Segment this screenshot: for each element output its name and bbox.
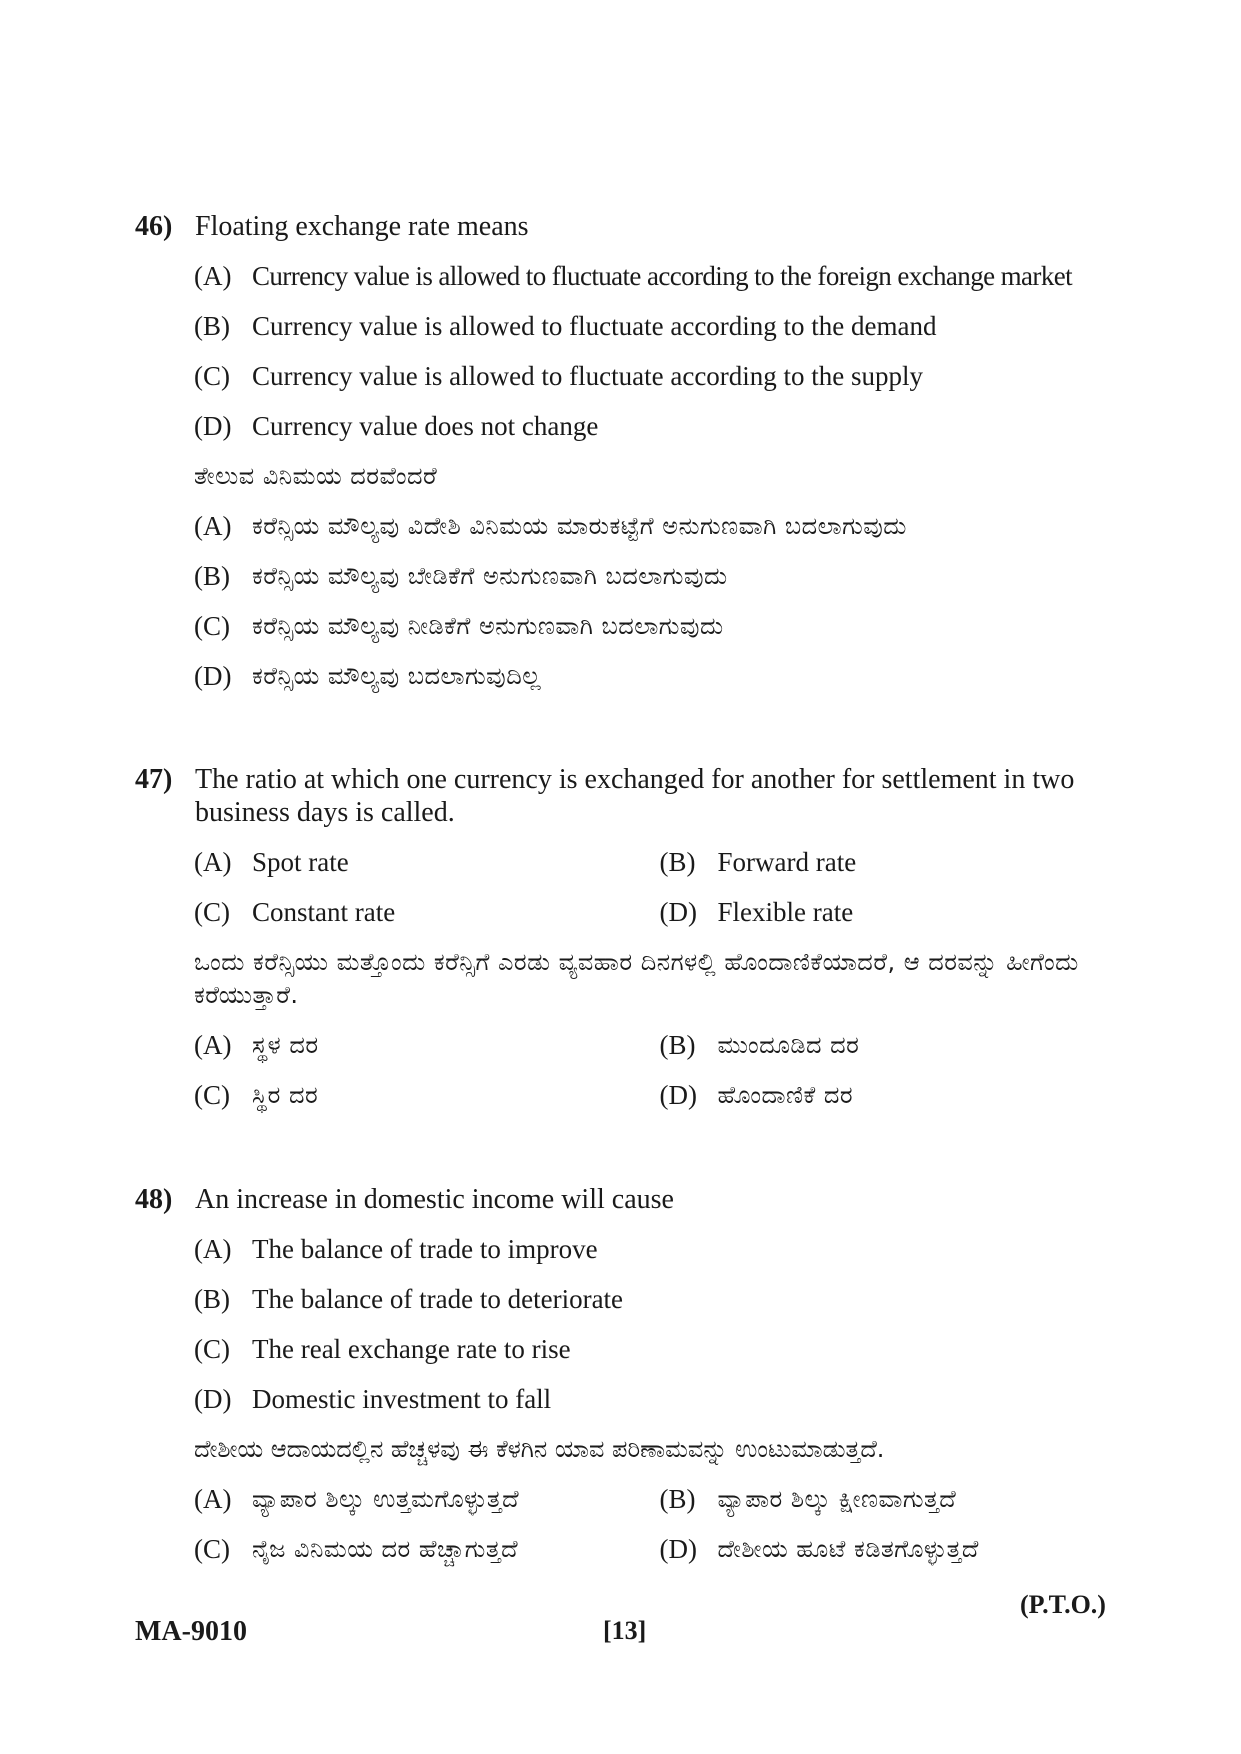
option-text: ದೇಶೀಯ ಹೂಟೆ ಕಡಿತಗೊಳ್ಳುತ್ತದೆ xyxy=(717,1535,979,1563)
question-text: The ratio at which one currency is exchanged for another for settlement in two business days is called. xyxy=(195,764,1075,828)
option-label: (B) xyxy=(659,1484,696,1514)
kn-option-b xyxy=(660,1029,1126,1062)
option-c xyxy=(194,1333,1125,1366)
option-label: (C) xyxy=(194,1334,230,1364)
option-label: (B) xyxy=(194,561,230,591)
option-label: (B) xyxy=(659,847,696,877)
pto-label: (P.T.O.) xyxy=(1020,1590,1106,1619)
question-48 xyxy=(135,1183,1125,1566)
option-label: (D) xyxy=(659,1534,697,1564)
question-number: 48) xyxy=(135,1184,173,1215)
option-a xyxy=(194,846,660,879)
option-label: (A) xyxy=(194,511,232,541)
option-label: (C) xyxy=(194,611,230,641)
option-d xyxy=(194,1383,1125,1416)
kn-option-a xyxy=(194,510,1125,543)
option-text: ಕರೆನ್ಸಿಯ ಮೌಲ್ಯವು ನೀಡಿಕೆಗೆ ಅನುಗುಣವಾಗಿ ಬದಲಾಗುವುದು xyxy=(252,612,724,640)
question-46 xyxy=(135,210,1125,693)
question-text: Floating exchange rate means xyxy=(195,211,529,242)
question-number: 46) xyxy=(135,211,173,242)
option-label: (A) xyxy=(194,847,232,877)
option-text: Flexible rate xyxy=(717,897,854,927)
question-47 xyxy=(135,763,1125,1112)
option-d xyxy=(660,896,1126,929)
paper-code: MA-9010 xyxy=(135,1616,247,1647)
option-text: Currency value is allowed to fluctuate according to the supply xyxy=(252,361,924,391)
option-label: (B) xyxy=(194,311,230,341)
option-text: ಹೊಂದಾಣಿಕೆ ದರ xyxy=(717,1081,854,1109)
option-label: (D) xyxy=(194,1384,232,1414)
question-text-kannada: ಒಂದು ಕರೆನ್ಸಿಯು ಮತ್ತೊಂದು ಕರೆನ್ಸಿಗೆ ಎರಡು ವ್ಯವಹಾರ ದಿನಗಳಲ್ಲಿ ಹೊಂದಾಣಿಕೆಯಾದರೆ, ಆ ದರವನ್ನು ಹೀಗೆಂದು ಕರೆಯುತ್ತಾರೆ. xyxy=(194,948,1079,1009)
option-label: (B) xyxy=(659,1030,696,1060)
option-text: ಸ್ಥಿರ ದರ xyxy=(252,1081,319,1109)
option-text: ಸ್ಥಳ ದರ xyxy=(252,1031,319,1059)
option-text: Currency value is allowed to fluctuate according to the foreign exchange market xyxy=(252,261,1073,291)
kn-option-c xyxy=(194,610,1125,643)
question-text-kannada: ದೇಶೀಯ ಆದಾಯದಲ್ಲಿನ ಹೆಚ್ಚಳವು ಈ ಕೆಳಗಿನ ಯಾವ ಪರಿಣಾಮವನ್ನು ಉಂಟುಮಾಡುತ್ತದೆ. xyxy=(194,1435,885,1463)
kn-option-c xyxy=(194,1079,660,1112)
option-c xyxy=(194,360,1125,393)
option-text: Currency value is allowed to fluctuate according to the demand xyxy=(252,311,937,341)
option-label: (C) xyxy=(194,1534,230,1564)
option-text: ಮುಂದೂಡಿದ ದರ xyxy=(717,1031,860,1059)
question-text: An increase in domestic income will cause xyxy=(195,1184,674,1215)
option-text: Domestic investment to fall xyxy=(252,1384,552,1414)
kn-option-b xyxy=(660,1483,1126,1516)
option-b xyxy=(660,846,1126,879)
kn-option-a xyxy=(194,1029,660,1062)
option-b xyxy=(194,1283,1125,1316)
kn-option-b xyxy=(194,560,1125,593)
kn-option-a xyxy=(194,1483,660,1516)
option-label: (A) xyxy=(194,261,232,291)
option-text: ಕರೆನ್ಸಿಯ ಮೌಲ್ಯವು ವಿದೇಶಿ ವಿನಿಮಯ ಮಾರುಕಟ್ಟೆಗೆ ಅನುಗುಣವಾಗಿ ಬದಲಾಗುವುದು xyxy=(252,512,907,540)
kn-option-d xyxy=(660,1079,1126,1112)
option-label: (D) xyxy=(659,1080,697,1110)
option-label: (D) xyxy=(194,661,232,691)
option-text: The real exchange rate to rise xyxy=(252,1334,571,1364)
option-label: (B) xyxy=(194,1284,230,1314)
option-text: Constant rate xyxy=(252,897,396,927)
option-label: (C) xyxy=(194,1080,230,1110)
option-d xyxy=(194,410,1125,443)
option-a xyxy=(194,260,1125,293)
question-text-kannada: ತೇಲುವ ವಿನಿಮಯ ದರವೆಂದರೆ xyxy=(194,462,438,490)
option-text: Forward rate xyxy=(717,847,857,877)
option-text: Currency value does not change xyxy=(252,411,599,441)
option-text: ಕರೆನ್ಸಿಯ ಮೌಲ್ಯವು ಬೇಡಿಕೆಗೆ ಅನುಗುಣವಾಗಿ ಬದಲಾಗುವುದು xyxy=(252,562,728,590)
option-text: The balance of trade to improve xyxy=(252,1234,598,1264)
kn-option-d xyxy=(194,660,1125,693)
option-text: ನೈಜ ವಿನಿಮಯ ದರ ಹೆಚ್ಚಾಗುತ್ತದೆ xyxy=(252,1535,519,1563)
option-a xyxy=(194,1233,1125,1266)
page-number: [13] xyxy=(603,1616,647,1645)
option-text: Spot rate xyxy=(252,847,349,877)
question-number: 47) xyxy=(135,764,173,795)
option-text: ವ್ಯಾಪಾರ ಶಿಲ್ಕು ಕ್ಷೀಣವಾಗುತ್ತದೆ xyxy=(717,1485,957,1513)
option-text: ಕರೆನ್ಸಿಯ ಮೌಲ್ಯವು ಬದಲಾಗುವುದಿಲ್ಲ xyxy=(252,662,542,690)
option-label: (D) xyxy=(659,897,697,927)
option-label: (A) xyxy=(194,1030,232,1060)
option-label: (A) xyxy=(194,1234,232,1264)
option-label: (C) xyxy=(194,361,230,391)
option-label: (C) xyxy=(194,897,230,927)
option-text: ವ್ಯಾಪಾರ ಶಿಲ್ಕು ಉತ್ತಮಗೊಳ್ಳುತ್ತದೆ xyxy=(252,1485,520,1513)
option-label: (D) xyxy=(194,411,232,441)
option-text: The balance of trade to deteriorate xyxy=(252,1284,624,1314)
option-b xyxy=(194,310,1125,343)
option-label: (A) xyxy=(194,1484,232,1514)
option-c xyxy=(194,896,660,929)
kn-option-c xyxy=(194,1533,660,1566)
kn-option-d xyxy=(660,1533,1126,1566)
